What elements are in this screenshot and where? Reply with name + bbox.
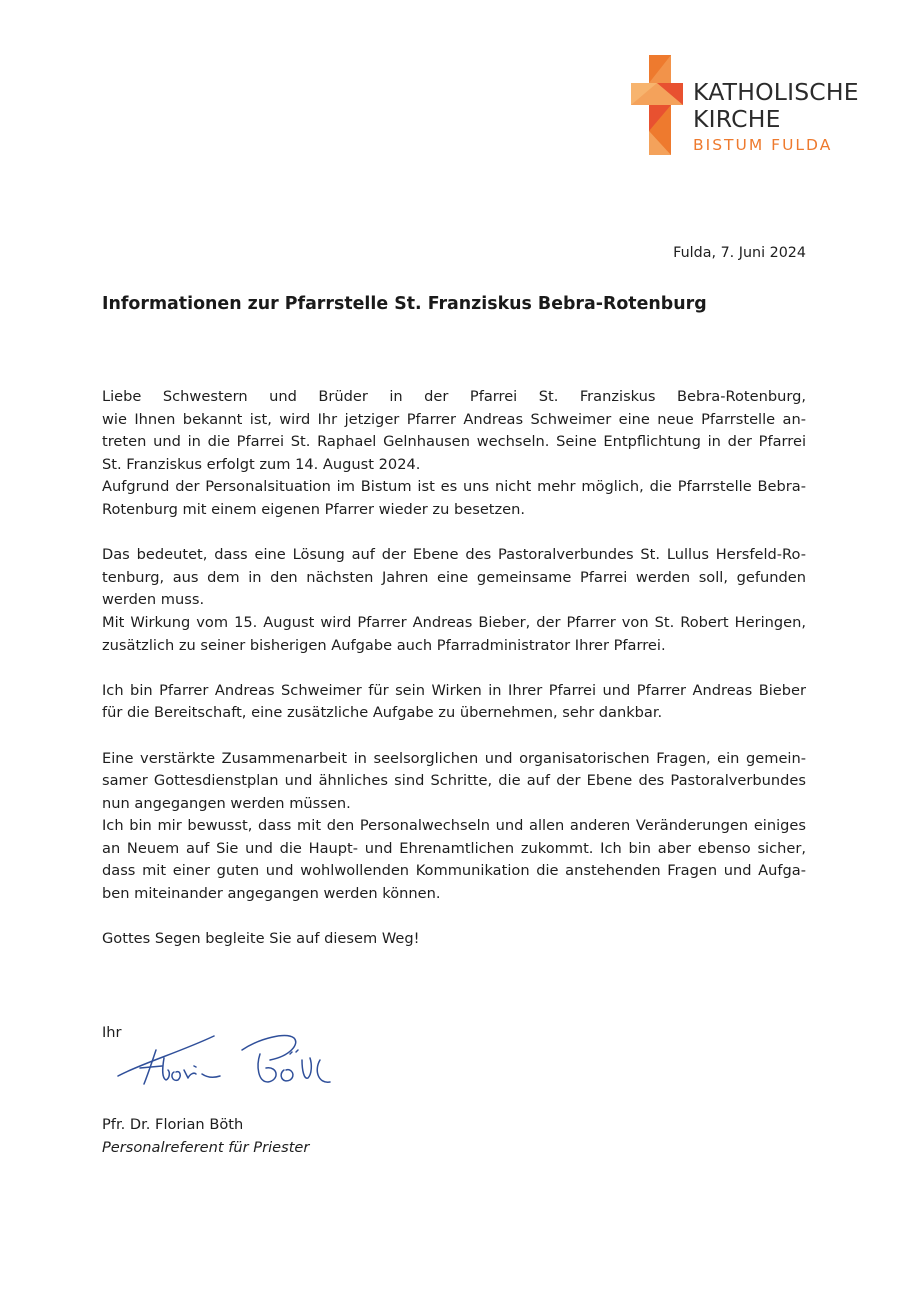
letter-body [102,386,806,973]
letter-subject: Informationen zur Pfarrstelle St. Franziskus Bebra-Rotenburg [102,294,707,314]
letter-line: dass mit einer guten und wohlwollenden Kommunikation die anstehenden Fragen und Aufga- [102,862,806,880]
letter-date: Fulda, 7. Juni 2024 [673,245,806,261]
letter-line: Rotenburg mit einem eigenen Pfarrer wieder zu besetzen. [102,500,526,518]
handwritten-signature [110,1030,350,1100]
letter-paragraph [102,386,806,522]
letter-paragraph [102,544,806,657]
letter-line: für die Bereitschaft, eine zusätzliche Aufgabe zu übernehmen, sehr dankbar. [102,704,663,722]
letter-line: Aufgrund der Personalsituation im Bistum ist es uns nicht mehr möglich, die Pfarrstelle Bebra- [102,478,806,496]
letter-line: Ich bin mir bewusst, dass mit den Personalwechseln und allen anderen Veränderungen einiges [102,817,806,835]
letter-line: samer Gottesdienstplan und ähnliches sind Schritte, die auf der Ebene des Pastoralverbundes [102,772,806,790]
letter-line: nun angegangen werden müssen. [102,794,351,812]
letter-line: werden muss. [102,591,205,609]
logo [631,55,891,160]
letter-line: wie Ihnen bekannt ist, wird Ihr jetziger Pfarrer Andreas Schweimer eine neue Pfarrstelle an- [102,410,806,428]
letter-line: St. Franziskus erfolgt zum 14. August 2024. [102,455,421,473]
letter-line: Ich bin Pfarrer Andreas Schweimer für sein Wirken in Ihrer Pfarrei und Pfarrer Andreas Bieber [102,681,806,699]
signer-role: Personalreferent für Priester [102,1139,310,1156]
letter-line: zusätzlich zu seiner bisherigen Aufgabe auch Pfarradministrator Ihrer Pfarrei. [102,636,666,654]
letter-line: Gottes Segen begleite Sie auf diesem Weg! [102,930,420,948]
signer-name: Pfr. Dr. Florian Böth [102,1116,244,1133]
letter-paragraph [102,680,806,725]
logo-text-kirche: KIRCHE [693,105,781,133]
signer-block [102,1113,309,1159]
letter-line: Liebe Schwestern und Brüder in der Pfarrei St. Franziskus Bebra-Rotenburg, [102,388,806,405]
letter-line: tenburg, aus dem in den nächsten Jahren eine gemeinsame Pfarrei werden soll, gefunden [102,568,806,586]
letter-paragraph [102,928,806,951]
letter-line: treten und in die Pfarrei St. Raphael Gelnhausen wechseln. Seine Entpflichtung in der Pfarrei [102,433,806,451]
letter-line: Mit Wirkung vom 15. August wird Pfarrer Andreas Bieber, der Pfarrer von St. Robert Heringen, [102,613,806,631]
logo-text-katholische: KATHOLISCHE [693,78,859,106]
cross-icon [631,55,683,155]
letter-paragraph [102,748,806,906]
letter-line: ben miteinander angegangen werden können. [102,885,441,903]
logo-text-bistum-fulda: BISTUM FULDA [693,136,833,154]
letter-line: Das bedeutet, dass eine Lösung auf der Ebene des Pastoralverbundes St. Lullus Hersfeld-Ro- [102,546,806,564]
closing-greeting: Ihr [102,1024,122,1041]
letter-line: Eine verstärkte Zusammenarbeit in seelsorglichen und organisatorischen Fragen, ein gemein- [102,749,806,767]
letter-line: an Neuem auf Sie und die Haupt- und Ehrenamtlichen zukommt. Ich bin aber ebenso sicher, [102,839,806,857]
